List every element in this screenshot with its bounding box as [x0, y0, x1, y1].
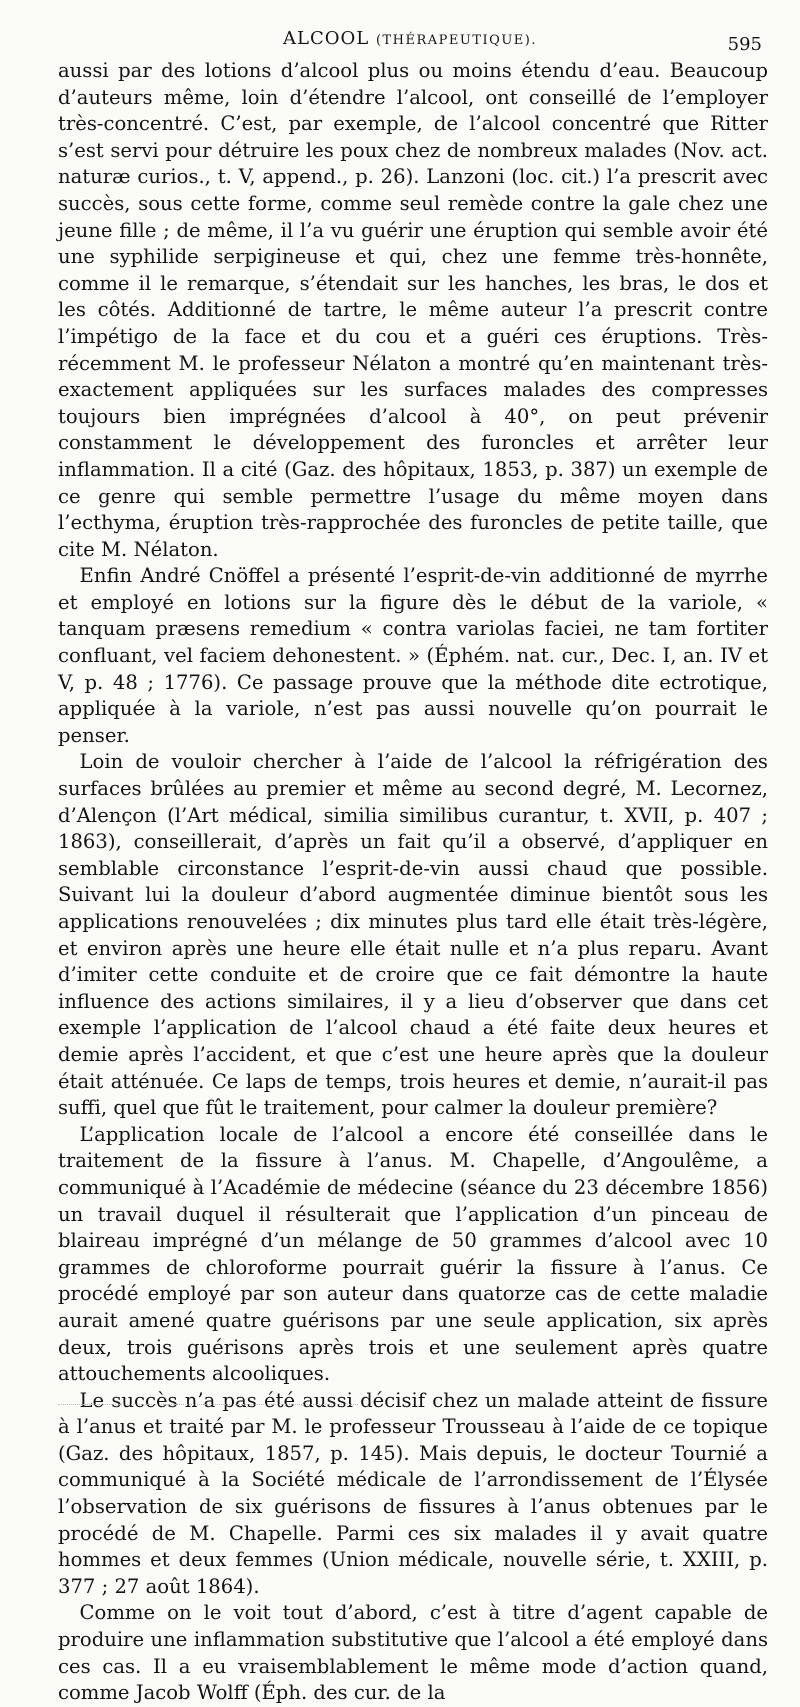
- body-text: [58, 58, 768, 1707]
- paragraph-2: Enfin André Cnöffel a présenté l’esprit-de-vin additionné de myrrhe et employé en lotions sur la figure dès le début de la variole, « tanquam præsens remedium « contra variolas faciei, ne tam fortiter confluant, vel faciem dehonestent. » (Éphém. nat. cur., Dec. I, an. IV et V, p. 48 ; 1776). Ce passage prouve que la méthode dite ectrotique, appliquée à la variole, n’est pas aussi nouvelle qu’on pourrait le penser.: [58, 564, 768, 747]
- paragraph-6: Comme on le voit tout d’abord, c’est à titre d’agent capable de produire une inflammation substitutive que l’alcool a été employé dans ces cas. Il a eu vraisemblablement le même mode d’action quand, comme Jacob Wolff (Éph. des cur. de la: [58, 1601, 768, 1705]
- running-header: [58, 28, 762, 56]
- header-subtitle: (THÉRAPEUTIQUE).: [375, 33, 537, 48]
- paragraph-4: L’application locale de l’alcool a encore été conseillée dans le traitement de la fissure à l’anus. M. Chapelle, d’Angoulême, a communiqué à l’Académie de médecine (séance du 23 décembre 1856) un travail duquel il résulterait que l’application d’un pinceau de blaireau imprégné d’un mélange de 50 grammes d’alcool avec 10 grammes de chloroforme pourrait guérir la fissure à l’anus. Ce procédé employé par son auteur dans quatorze cas de cette maladie aurait amené quatre guérisons par une seule application, six après deux, trois guérisons après trois et une seulement après quatre attouchements alcooliques.: [58, 1122, 768, 1386]
- running-title: [58, 28, 762, 49]
- paragraph-1: aussi par des lotions d’alcool plus ou moins étendu d’eau. Beaucoup d’auteurs même, loin d’étendre l’alcool, ont conseillé de l’employer très-concentré. C’est, par exemple, de l’alcool concentré que Ritter s’est servi pour détruire les poux chez de nombreux malades (Nov. act. naturæ curios., t. V, append., p. 26). Lanzoni (loc. cit.) l’a prescrit avec succès, sous cette forme, comme seul remède contre la gale chez une jeune fille ; de même, il l’a vu guérir une éruption qui semble avoir été une syphilide serpigineuse et qui, chez une femme très-honnête, comme il le remarque, s’étendait sur les hanches, les bras, le dos et les côtés. Additionné de tartre, le même auteur l’a prescrit contre l’impétigo de la face et du cou et a guéri ces éruptions. Très-récemment M. le professeur Nélaton a montré qu’en maintenant très-exactement appliquées sur les surfaces malades des compresses toujours bien imprégnées d’alcool à 40°, on peut prévenir constamment le développement des furoncles et arrêter leur inflammation. Il a cité (Gaz. des hôpitaux, 1853, p. 387) un exemple de ce genre qui semble permettre l’usage du même moyen dans l’ecthyma, éruption très-rapprochée des furoncles de petite taille, que cite M. Nélaton.: [58, 59, 768, 561]
- paragraph-3: Loin de vouloir chercher à l’aide de l’alcool la réfrigération des surfaces brûlées au premier et même au second degré, M. Lecornez, d’Alençon (l’Art médical, similia similibus curantur, t. XVII, p. 407 ; 1863), conseillerait, d’après un fait qu’il a observé, d’appliquer en semblable circonstance l’esprit-de-vin aussi chaud que possible. Suivant lui la douleur d’abord augmentée diminue bientôt sous les applications renouvelées ; dix minutes plus tard elle était très-légère, et environ après une heure elle était nulle et n’a plus reparu. Avant d’imiter cette conduite et de croire que ce fait démontre la haute influence des actions similaires, il y a lieu d’observer que dans cet exemple l’application de l’alcool chaud a été faite deux heures et demie après l’accident, et que c’est une heure après que la douleur était atténuée. Ce laps de temps, trois heures et demie, n’aurait-il pas suffi, quel que fût le traitement, pour calmer la douleur première?: [58, 750, 768, 1120]
- footer-rule: [58, 1404, 358, 1405]
- page-number: 595: [727, 34, 762, 55]
- header-title: ALCOOL: [283, 28, 370, 49]
- paragraph-5: Le succès n’a pas été aussi décisif chez un malade atteint de fissure à l’anus et traité par M. le professeur Trousseau à l’aide de ce topique (Gaz. des hôpitaux, 1857, p. 145). Mais depuis, le docteur Tournié a communiqué à la Société médicale de l’arrondissement de l’Élysée l’observation de six guérisons de fissures à l’anus obtenues par le procédé de M. Chapelle. Parmi ces six malades il y avait quatre hommes et deux femmes (Union médicale, nouvelle série, t. XXIII, p. 377 ; 27 août 1864).: [58, 1388, 768, 1598]
